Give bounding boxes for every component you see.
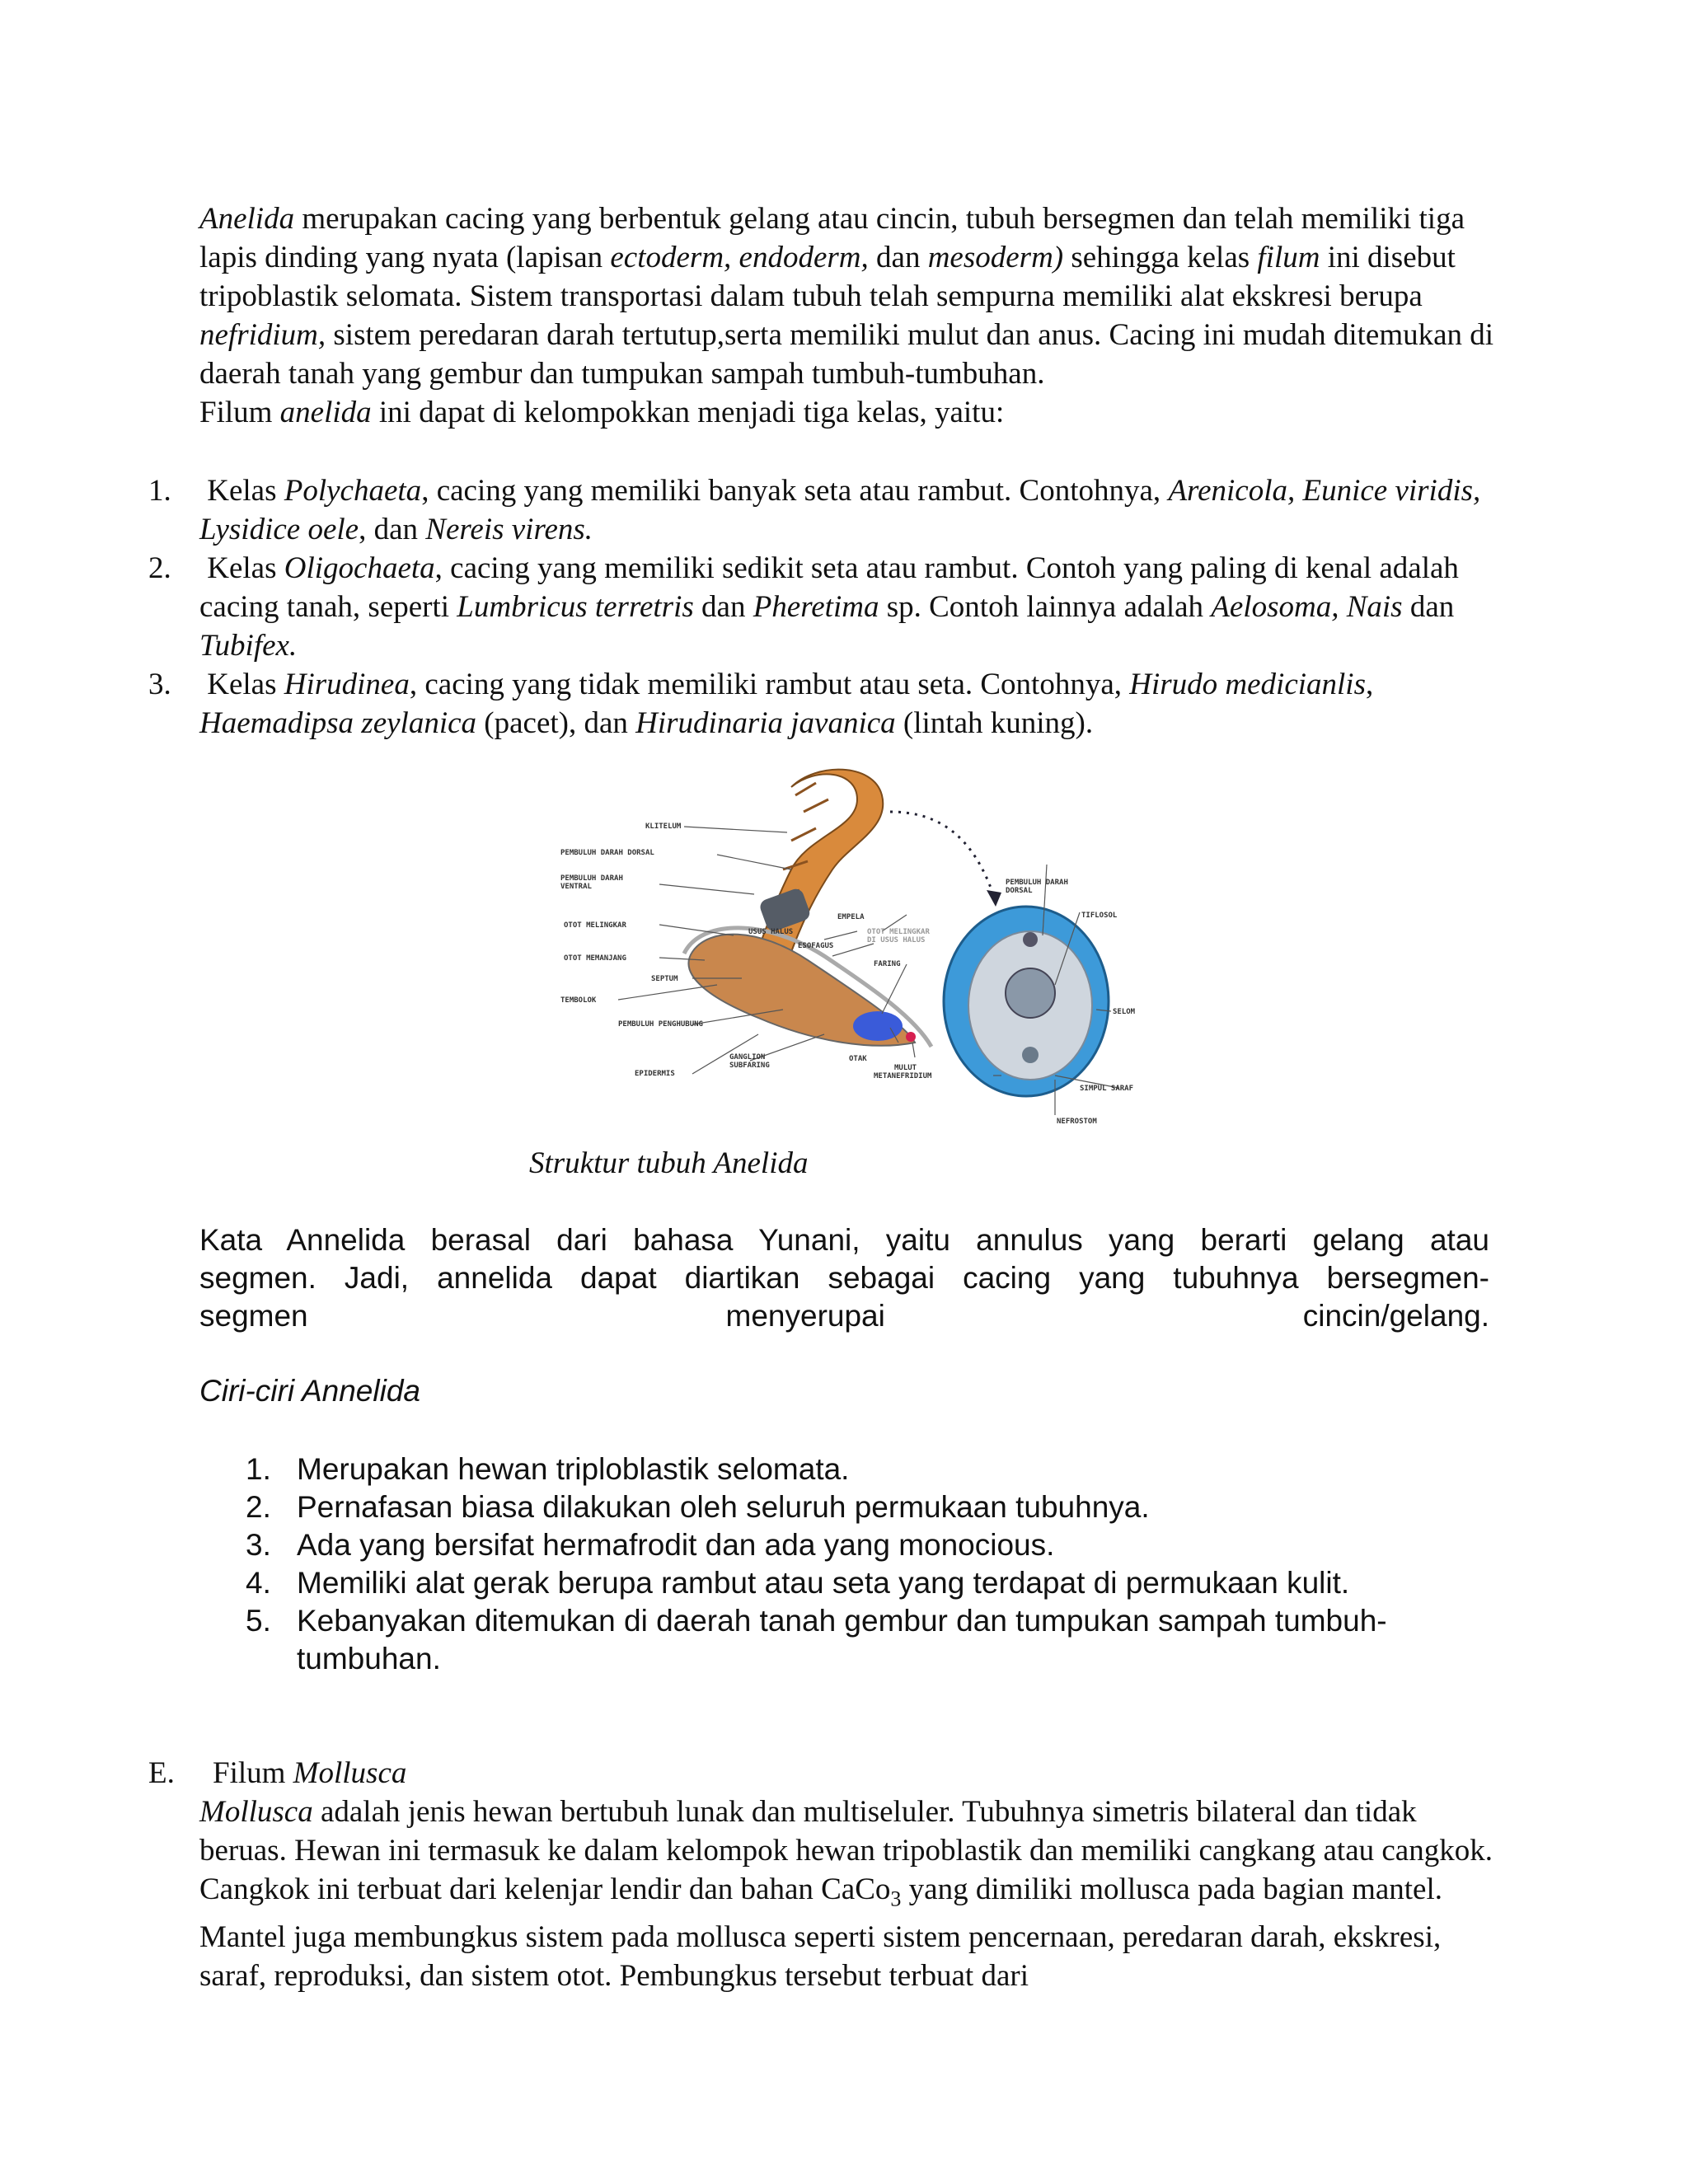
label-simpul-saraf: SIMPUL SARAF bbox=[1080, 1085, 1134, 1093]
anelida-structure-illustration bbox=[544, 762, 1154, 1150]
mollusca-paragraph: Mollusca adalah jenis hewan bertubuh lunak dan multiseluler. Tubuhnya simetris bilateral dan tidak beruas. Hewan ini termasuk ke dalam kelompok hewan tripoblastik dan memiliki cangkang atau cangkok. Cangkok ini terbuat dari kelenjar lendir dan bahan CaCo$_3$ yang dimiliki mollusca pada bagian mantel. Mantel juga membungkus sistem pada mollusca seperti sistem pencernaan, peredaran darah, ekskresi, saraf, reproduksi, dan sistem otot. Pembungkus tersebut terbuat dari bbox=[199, 1795, 1493, 1994]
figure-caption: Struktur tubuh Anelida bbox=[529, 1146, 809, 1180]
label-otot-melingkar: OTOT MELINGKAR bbox=[564, 921, 626, 930]
brain bbox=[906, 1032, 916, 1042]
anelida-figure bbox=[544, 762, 1154, 1150]
label-ganglion-1: GANGLION bbox=[729, 1053, 766, 1062]
list-item: 1. Merupakan hewan triploblastik selomata. bbox=[246, 1452, 850, 1486]
label-ganglion-2: SUBFARING bbox=[729, 1062, 770, 1070]
label-metanefridium: METANEFRIDIUM bbox=[874, 1072, 932, 1080]
label-pembuluh-dorsal: PEMBULUH DARAH DORSAL bbox=[560, 849, 654, 857]
label-pembuluh-ventral-2: VENTRAL bbox=[560, 883, 592, 891]
label-otot-usus-1: OTOT MELINGKAR bbox=[867, 928, 930, 936]
label-usus-halus: USUS HALUS bbox=[748, 928, 794, 936]
label-otot-usus-2: DI USUS HALUS bbox=[867, 936, 926, 944]
label-empela: EMPELA bbox=[837, 913, 865, 921]
label-septum: SEPTUM bbox=[651, 975, 678, 983]
label-selom: SELOM bbox=[1113, 1008, 1136, 1016]
list-item: 2. Kelas Oligochaeta, cacing yang memiliki sedikit seta atau rambut. Contoh yang paling di kenal adalah cacing tanah, seperti Lumbricus terretris dan Pheretima sp. Contoh lainnya adalah Aelosoma, Nais dan Tubifex. bbox=[148, 551, 1459, 663]
list-item: 1. Kelas Polychaeta, cacing yang memiliki banyak seta atau rambut. Contohnya, Arenicola, Eunice viridis, Lysidice oele, dan Nereis virens. bbox=[148, 474, 1481, 546]
nerve-cord bbox=[1022, 1047, 1039, 1063]
label-mulut: MULUT bbox=[894, 1064, 917, 1072]
label-pembuluh-dorsal-r1: PEMBULUH DARAH bbox=[1006, 879, 1068, 887]
label-esofagus: ESOFAGUS bbox=[798, 942, 834, 950]
dorsal-vessel bbox=[1023, 932, 1038, 947]
list-item: 2. Pernafasan biasa dilakukan oleh seluruh permukaan tubuhnya. bbox=[246, 1490, 1150, 1524]
list-item: 3. Ada yang bersifat hermafrodit dan ada yang monocious. bbox=[246, 1528, 1055, 1562]
intestine-section bbox=[1006, 968, 1055, 1018]
arrow-head bbox=[987, 890, 1001, 907]
list-item: 5. Kebanyakan ditemukan di daerah tanah gembur dan tumpukan sampah tumbuh-tumbuhan. bbox=[246, 1604, 1387, 1675]
intro-paragraph: Anelida merupakan cacing yang berbentuk gelang atau cincin, tubuh bersegmen dan telah memiliki tiga lapis dinding yang nyata (lapisan ectoderm, endoderm, dan mesoderm) sehingga kelas filum ini disebut tripoblastik selomata. Sistem transportasi dalam tubuh telah sempurna memiliki alat ekskresi berupa nefridium, sistem peredaran darah tertutup,serta memiliki mulut dan anus. Cacing ini mudah ditemukan di daerah tanah yang gembur dan tumpukan sampah tumbuh-tumbuhan. Filum anelida ini dapat di kelompokkan menjadi tiga kelas, yaitu: bbox=[199, 199, 1502, 432]
label-tiflosol: TIFLOSOL bbox=[1081, 912, 1118, 920]
label-faring: FARING bbox=[874, 960, 901, 968]
label-epidermis: EPIDERMIS bbox=[635, 1070, 675, 1078]
mollusca-heading: E. Filum Mollusca bbox=[148, 1756, 407, 1790]
label-pembuluh-ventral-1: PEMBULUH DARAH bbox=[560, 874, 623, 883]
label-tembolok: TEMBOLOK bbox=[560, 996, 597, 1005]
list-item: 4. Memiliki alat gerak berupa rambut atau seta yang terdapat di permukaan kulit. bbox=[246, 1566, 1350, 1600]
intro-term: Anelida bbox=[199, 202, 295, 236]
label-pembuluh-penghubung: PEMBULUH PENGHUBUNG bbox=[618, 1020, 703, 1029]
list-item: 3. Kelas Hirudinea, cacing yang tidak memiliki rambut atau seta. Contohnya, Hirudo medicianlis, Haemadipsa zeylanica (pacet), dan Hirudinaria javanica (lintah kuning). bbox=[148, 668, 1374, 740]
ciri-heading: Ciri-ciri Annelida bbox=[199, 1374, 420, 1408]
ciri-list bbox=[246, 1451, 1498, 1678]
classes-list bbox=[148, 471, 1517, 743]
label-pembuluh-dorsal-r2: DORSAL bbox=[1006, 887, 1033, 895]
classes-intro: Filum anelida ini dapat di kelompokkan menjadi tiga kelas, yaitu: bbox=[199, 396, 1005, 429]
label-klitelum: KLITELUM bbox=[645, 823, 682, 831]
label-nefrostom: NEFROSTOM bbox=[1057, 1118, 1097, 1126]
label-otot-memanjang: OTOT MEMANJANG bbox=[564, 954, 626, 963]
annelida-definition: Kata Annelida berasal dari bahasa Yunani, yaitu annulus yang berarti gelang atau segmen. Jadi, annelida dapat diartikan sebagai cacing yang tubuhnya bersegmen- segmen menyerupai cincin/gelang. bbox=[199, 1223, 1489, 1333]
label-otak: OTAK bbox=[849, 1055, 867, 1063]
zoom-arrow bbox=[890, 812, 993, 894]
